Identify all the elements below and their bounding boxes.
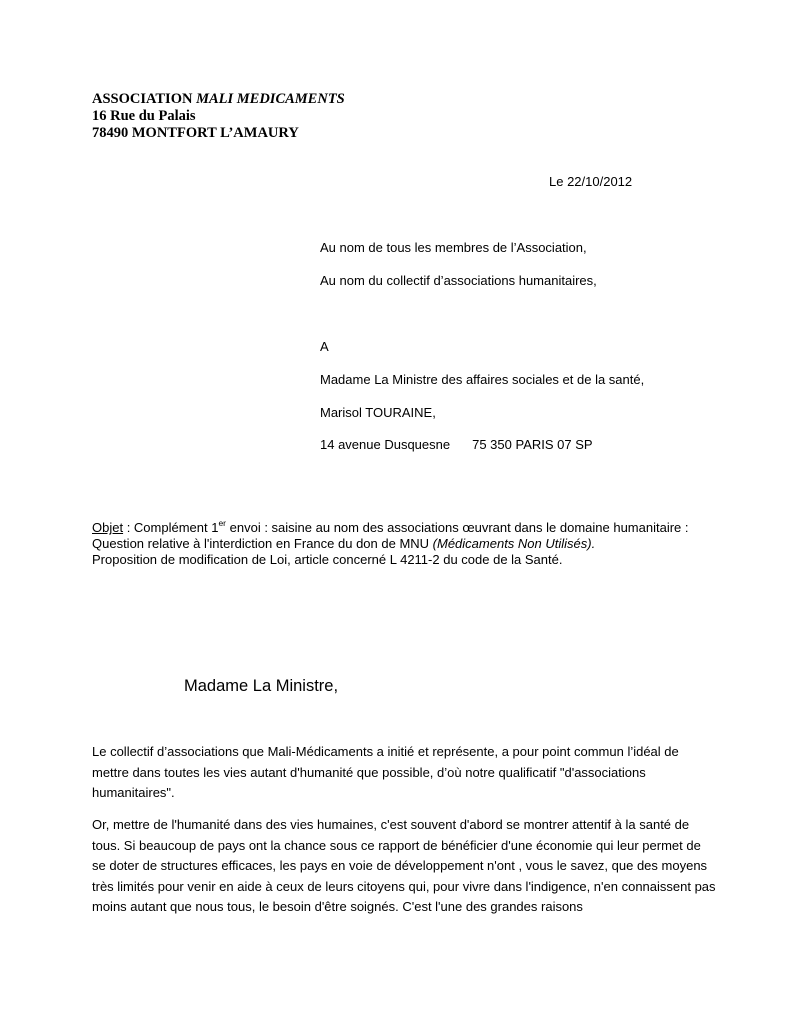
sender-association: [92, 91, 345, 108]
body-paragraph-2: Or, mettre de l'humanité dans des vies humaines, c'est souvent d'abord se montrer attentif à la santé de tous. Si beaucoup de pays ont la chance sous ce rapport de bénéficier d'une économie qui leur permet de se doter de structures efficaces, les pays en voie de développement n'ont , vous le savez, que des moyens très limités pour venir en aide à ceux de leurs citoyens qui, pour vivre dans l'indigence, n'en connaissent pas moins autant que nous tous, le besoin d'être soignés. C'est l'une des grandes raisons: [92, 817, 716, 914]
recipient-postal: 75 350 PARIS 07 SP: [472, 437, 593, 452]
objet-line-2: Question relative à l'interdiction en France du don de MNU (Médicaments Non Utilisés).: [92, 536, 596, 551]
sender-name: MALI MEDICAMENTS: [196, 91, 345, 107]
salutation: Madame La Ministre,: [184, 677, 339, 695]
recipient-to: A: [320, 339, 329, 354]
objet-line-1: Objet : Complément 1er envoi : saisine au nom des associations œuvrant dans le domaine humanitaire :: [92, 518, 689, 535]
body-paragraph-1: Le collectif d’associations que Mali-Médicaments a initié et représente, a pour point commun l’idéal de mettre dans toutes les vies autant d'humanité que possible, d’où notre qualificatif "d'associations humanitaires".: [92, 744, 679, 800]
objet-block: [92, 520, 712, 568]
letter-date: Le 22/10/2012: [549, 174, 633, 189]
objet-line-3: Proposition de modification de Loi, article concerné L 4211-2 du code de la Santé.: [92, 552, 563, 567]
recipient-street: 14 avenue Dusquesne: [320, 437, 451, 452]
recipient-name: Marisol TOURAINE,: [320, 405, 436, 420]
objet-label: Objet: [92, 520, 124, 535]
sender-street: 16 Rue du Palais: [92, 108, 196, 124]
from-line-2: Au nom du collectif d’associations humanitaires,: [320, 273, 597, 288]
recipient-address: [320, 437, 593, 453]
sender-city: 78490 MONTFORT L’AMAURY: [92, 125, 299, 141]
recipient-title: Madame La Ministre des affaires sociales et de la santé,: [320, 372, 645, 387]
sender-block: [92, 91, 345, 142]
from-line-1: Au nom de tous les membres de l’Association,: [320, 240, 587, 255]
sender-prefix: ASSOCIATION: [92, 91, 197, 107]
